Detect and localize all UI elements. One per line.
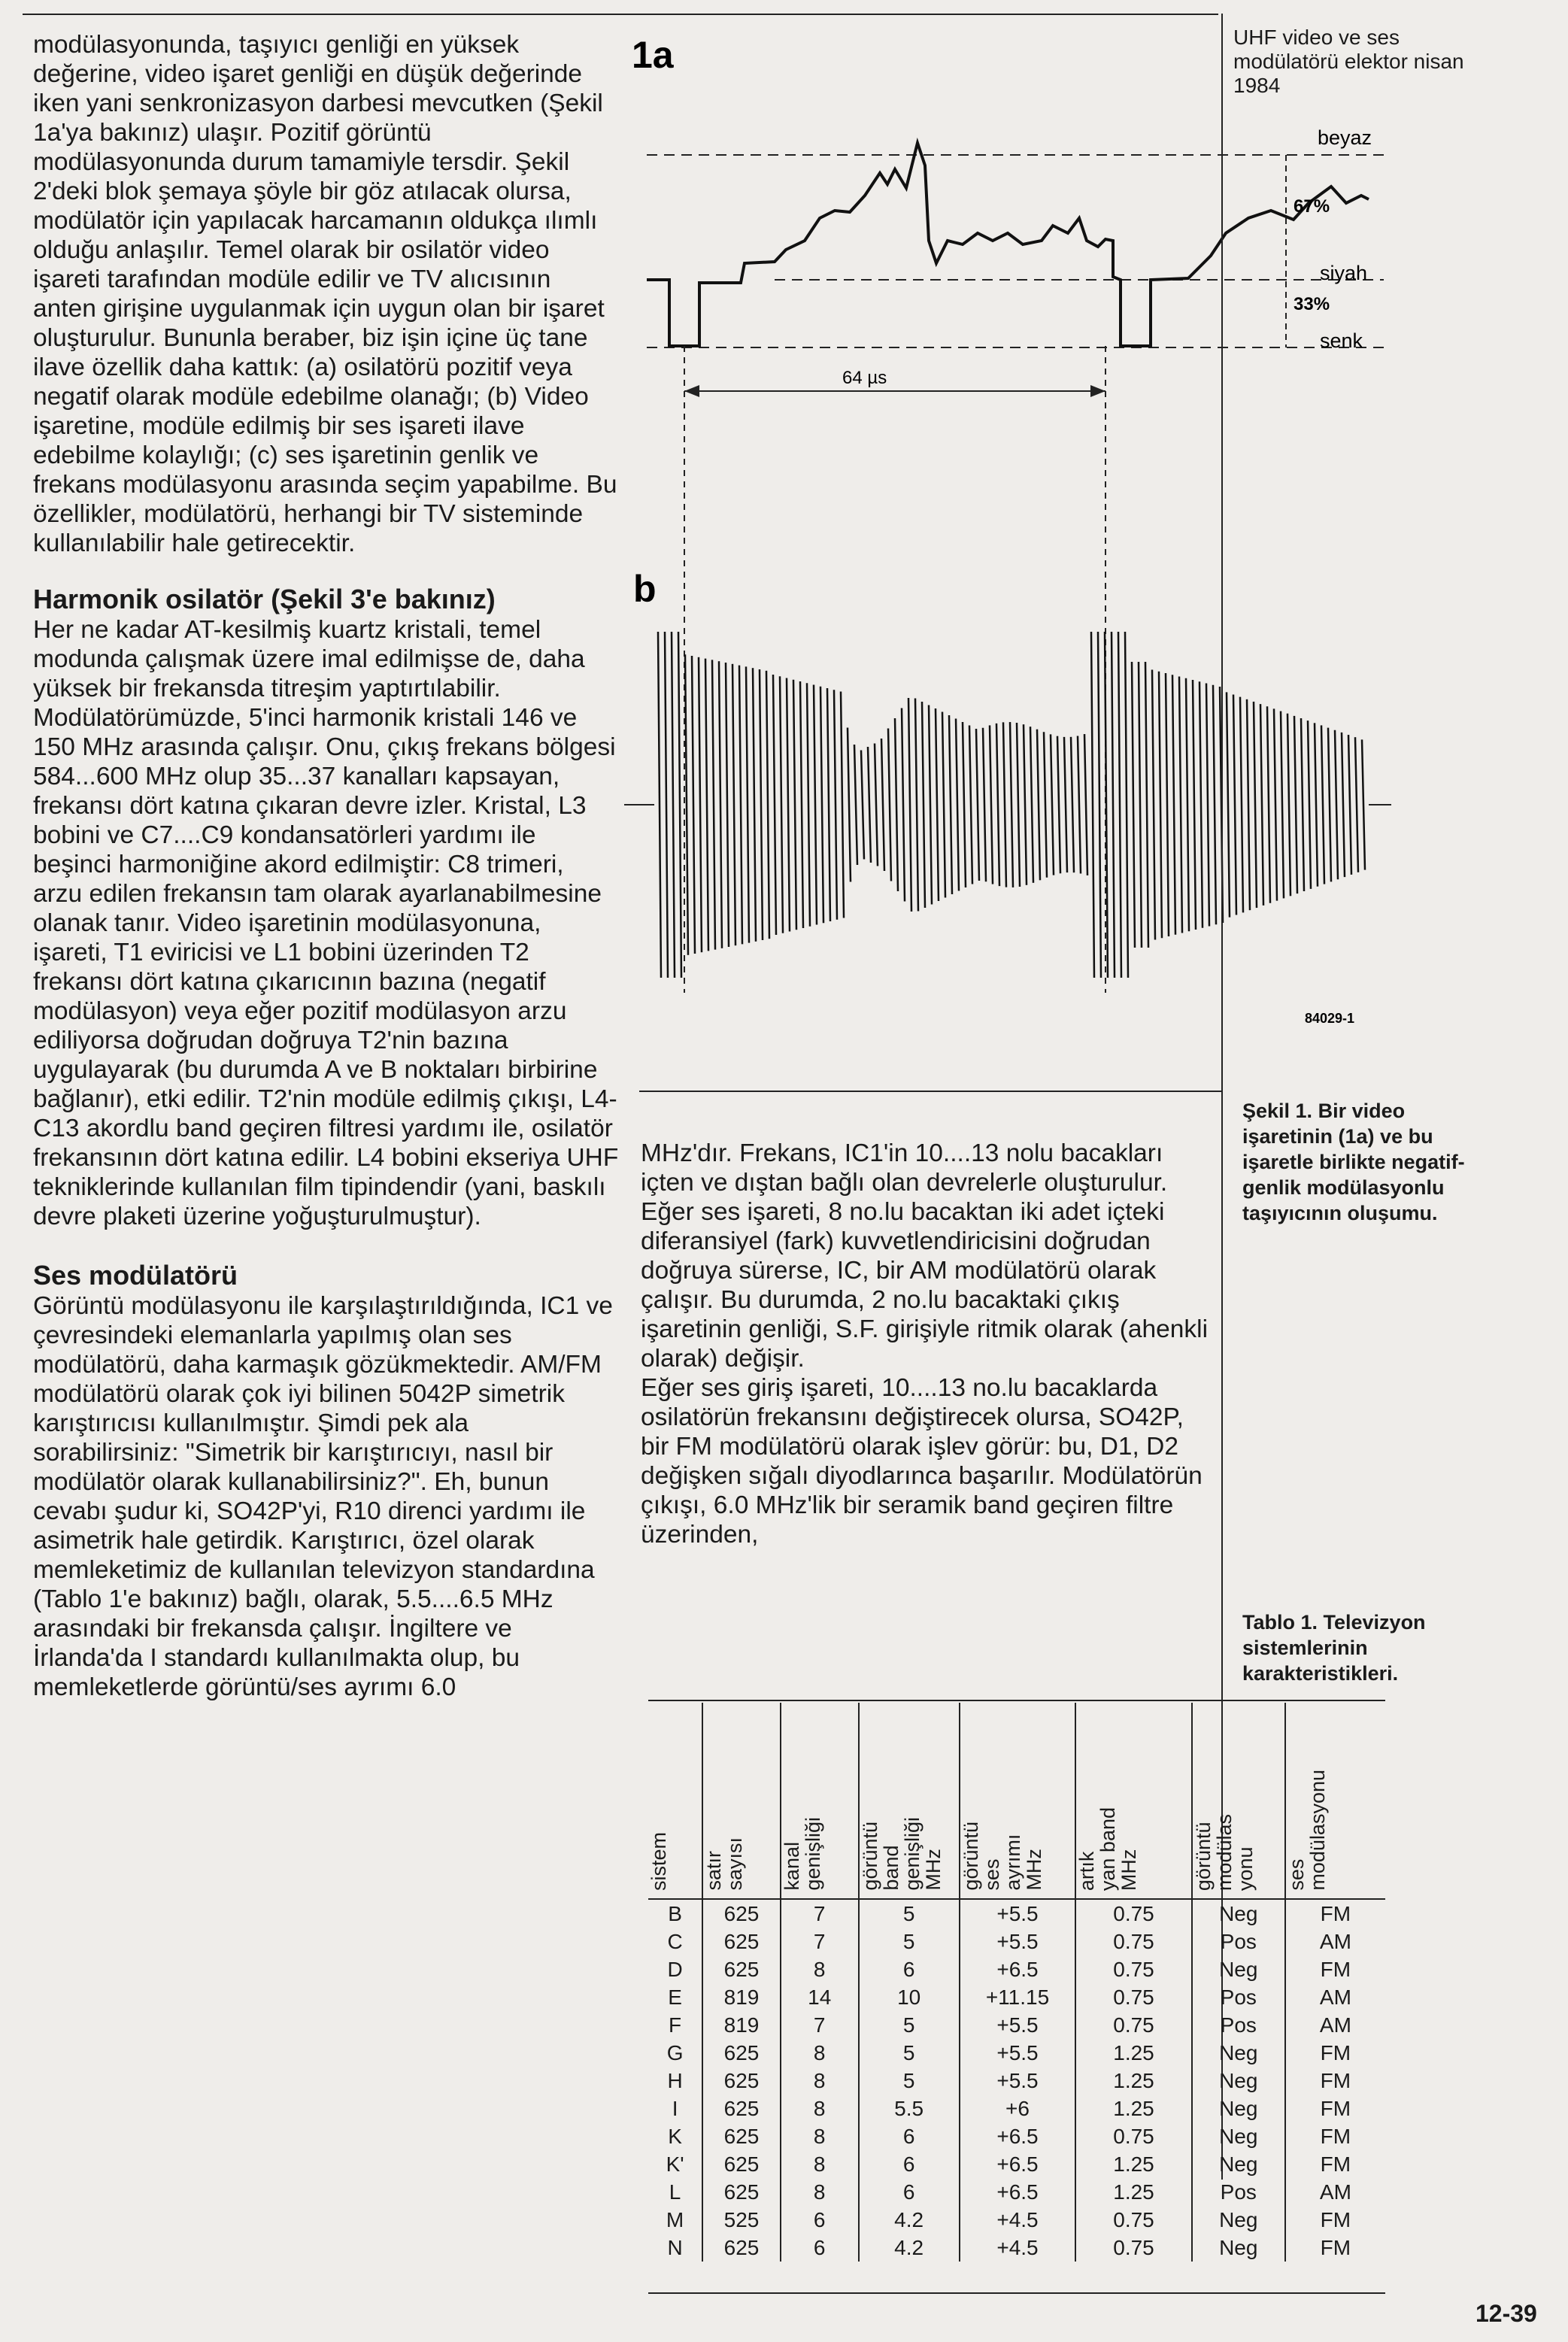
table-cell: K' xyxy=(666,2152,684,2176)
carrier-cycle xyxy=(1240,697,1243,913)
table-cell: 0.75 xyxy=(1075,2122,1192,2150)
table-cell: 8 xyxy=(781,2122,859,2150)
carrier-cycle xyxy=(1362,739,1365,869)
table-cell: +11.15 xyxy=(960,1983,1076,2011)
table-cell: Neg xyxy=(1192,1899,1285,1928)
carrier-cycle xyxy=(868,747,871,863)
carrier-cycle xyxy=(1328,728,1331,882)
page-number: 12-39 xyxy=(1475,2300,1537,2327)
period-label: 64 µs xyxy=(842,368,887,388)
carrier-cycle xyxy=(773,675,776,935)
modulated-carrier xyxy=(658,632,1365,978)
table-cell: 625 xyxy=(702,2039,781,2067)
table-cell: AM xyxy=(1285,1983,1385,2011)
caption-table-1 xyxy=(1242,1609,1498,1686)
carrier-cycle xyxy=(1112,632,1115,978)
table-cell: L xyxy=(669,2180,681,2204)
carrier-cycle xyxy=(1315,723,1318,886)
sound-modulator-paragraph: Görüntü modülasyonu ile karşılaştırıldığında, IC1 ve çevresindeki elemanlarla yapılmış olan ses modülatörü, daha karmaşık gözükmektedir. AM/FM modülatörü olarak çok iyi bilinen 5042P simetrik karıştırıcısı kullanılmıştır. Şimdi pek ala sorabilirsiniz: "Simetrik bir karıştırıcıyı, nasıl bir modülatör olarak kullanabilirsiniz?". Eh, bunun cevabı şudur ki, SO42P'yi, R10 direnci yardımı ile asimetrik hale getirdik. Karıştırıcı, özel olarak memleketimiz de kullanılan televizyon standardına (Tablo 1'e bakınız) bağlı, olarak, 5.5....6.5 MHz arasındaki bir frekansda çalışır. İngiltere ve İrlanda'da I standardı kullanılmakta olup, bu memleketlerde görüntü/ses ayrımı 6.0 xyxy=(33,1292,613,1701)
carrier-cycle xyxy=(712,660,715,949)
carrier-cycle xyxy=(726,663,729,947)
sidebar-source xyxy=(1233,26,1482,98)
label-67: 67% xyxy=(1294,196,1330,217)
table-cell: 625 xyxy=(702,2067,781,2095)
table-cell: 7 xyxy=(781,1928,859,1955)
carrier-cycle xyxy=(1179,677,1182,933)
table-cell: +4.5 xyxy=(960,2234,1076,2262)
carrier-cycle xyxy=(1078,736,1081,873)
table-cell: D xyxy=(667,1957,683,1981)
table-row xyxy=(648,2011,1385,2039)
header-kanal: kanal genişliği xyxy=(780,1817,824,1891)
table-cell: +5.5 xyxy=(960,2039,1076,2067)
table-cell: 1.25 xyxy=(1075,2039,1192,2067)
table-row xyxy=(648,2206,1385,2234)
carrier-cycle xyxy=(1003,722,1006,887)
table-cell: AM xyxy=(1285,2011,1385,2039)
carrier-cycle xyxy=(1227,692,1230,917)
carrier-cycle xyxy=(976,729,979,881)
carrier-cycle xyxy=(1139,662,1142,948)
carrier-cycle xyxy=(1233,695,1236,915)
header-sistem: sistem xyxy=(648,1831,670,1891)
carrier-cycle xyxy=(1071,737,1074,872)
label-beyaz: beyaz xyxy=(1318,126,1372,149)
carrier-cycle xyxy=(705,659,708,951)
carrier-cycle xyxy=(1301,718,1304,891)
carrier-cycle xyxy=(1200,681,1203,928)
table-cell: 0.75 xyxy=(1075,1983,1192,2011)
table-cell: 14 xyxy=(781,1983,859,2011)
table-cell: 5 xyxy=(859,1928,960,1955)
carrier-cycle xyxy=(1335,730,1338,880)
table-row xyxy=(648,2122,1385,2150)
intro-paragraph: modülasyonunda, taşıyıcı genliği en yüksek değerine, video işaret genliği en düşük değerinde iken yani senkronizasyon darbesi mevcutken (Şekil 1a'ya bakınız) ulaşır. Pozitif görüntü modülasyonunda durum tamamiyle tersdir. Şekil 2'deki blok şemaya şöyle bir göz atılacak olursa, modülatör için yapılacak harcamanın oldukça ılımlı olduğu anlaşılır. Temel olarak bir osilatör video işareti tarafından modüle edilir ve TV alıcısının anten girişine uygulanmak için uygun olan bir işaret oluşturulur. Bununla beraber, biz işin içine üç tane ilave özellik daha kattık: (a) osilatörü pozitif veya negatif olarak modüle edebilme olanağı; (b) Video işaretine, modüle edilmiş bir ses işareti ilave edebilme kolaylığı; (c) ses işaretinin genlik ve frekans modülasyonu arasında seçim yapabilme. Bu özellikler, modülatörü, herhangi bir TV sisteminde kullanılabilir hale getirecektir. xyxy=(33,31,617,557)
table-cell: Neg xyxy=(1192,2039,1285,2067)
carrier-cycle xyxy=(854,745,857,865)
figure-1 xyxy=(624,15,1391,1068)
carrier-cycle xyxy=(942,712,945,898)
carrier-cycle xyxy=(787,678,790,932)
carrier-cycle xyxy=(895,718,898,891)
carrier-cycle xyxy=(963,722,966,887)
table-cell: Pos xyxy=(1192,2011,1285,2039)
table-cell: +6.5 xyxy=(960,1955,1076,1983)
label-siyah: siyah xyxy=(1320,262,1368,284)
carrier-cycle xyxy=(1193,680,1196,930)
table-row xyxy=(648,2067,1385,2095)
table-cell: 5 xyxy=(859,1899,960,1928)
table-cell: 4.2 xyxy=(859,2234,960,2262)
carrier-cycle xyxy=(1355,737,1358,872)
table-cell: 1.25 xyxy=(1075,2150,1192,2178)
carrier-cycle xyxy=(1206,684,1209,927)
video-signal-waveform xyxy=(647,143,1369,346)
figure-1-caption: Şekil 1. Bir video işaretinin (1a) ve bu işaretle birlikte negatif-genlik modülasyonlu taşıyıcının oluşumu. xyxy=(1242,1100,1465,1224)
carrier-cycle xyxy=(1294,716,1297,893)
table-row xyxy=(648,2095,1385,2122)
header-vestigial: artık yan band MHz xyxy=(1075,1807,1141,1891)
carrier-cycle xyxy=(875,744,878,866)
carrier-cycle xyxy=(1348,735,1351,875)
table-cell: 1.25 xyxy=(1075,2178,1192,2206)
carrier-cycle xyxy=(1051,734,1054,875)
carrier-cycle xyxy=(1125,632,1128,978)
carrier-cycle xyxy=(1145,662,1148,948)
table-cell: +5.5 xyxy=(960,2011,1076,2039)
carrier-cycle xyxy=(658,632,661,978)
table-cell: 1.25 xyxy=(1075,2067,1192,2095)
carrier-cycle xyxy=(760,669,763,940)
carrier-cycle xyxy=(1247,699,1250,910)
carrier-cycle xyxy=(753,668,756,942)
table-cell: +6.5 xyxy=(960,2150,1076,2178)
table-cell: B xyxy=(668,1901,682,1925)
header-video-mod: görüntü modülas yonu xyxy=(1191,1813,1257,1891)
table-cell: 6 xyxy=(781,2234,859,2262)
table-cell: +4.5 xyxy=(960,2206,1076,2234)
table-cell: N xyxy=(667,2235,683,2259)
table-cell: Neg xyxy=(1192,1955,1285,1983)
carrier-cycle xyxy=(902,708,905,902)
table-cell: 0.75 xyxy=(1075,1899,1192,1928)
table-cell: M xyxy=(666,2207,684,2231)
carrier-cycle xyxy=(1172,675,1175,935)
carrier-cycle xyxy=(1254,702,1257,908)
carrier-cycle xyxy=(739,666,742,945)
carrier-cycle xyxy=(1186,678,1189,932)
carrier-cycle xyxy=(820,687,823,924)
carrier-cycle xyxy=(956,719,959,891)
table-cell: Neg xyxy=(1192,2150,1285,2178)
carrier-cycle xyxy=(827,688,830,921)
table-cell: 8 xyxy=(781,1955,859,1983)
carrier-cycle xyxy=(699,657,702,952)
carrier-cycle xyxy=(1064,737,1067,872)
tv-systems-table-wrapper xyxy=(648,1703,1385,2262)
label-senk: senk xyxy=(1320,329,1363,352)
carrier-cycle xyxy=(814,685,817,925)
table-cell: 5 xyxy=(859,2067,960,2095)
carrier-cycle xyxy=(692,656,695,954)
table-body xyxy=(648,1899,1385,2262)
carrier-cycle xyxy=(881,739,884,871)
table-cell: H xyxy=(667,2068,683,2092)
table-cell: 625 xyxy=(702,2122,781,2150)
table-cell: 625 xyxy=(702,1928,781,1955)
header-separation: görüntü ses ayrımı MHz xyxy=(959,1822,1045,1891)
carrier-cycle xyxy=(1213,685,1216,925)
table-cell: 5 xyxy=(859,2011,960,2039)
carrier-cycle xyxy=(678,632,681,978)
carrier-cycle xyxy=(848,728,851,882)
table-top-rule xyxy=(648,1700,1385,1701)
table-cell: +6.5 xyxy=(960,2122,1076,2150)
table-header-row xyxy=(648,1703,1385,1899)
carrier-cycle xyxy=(793,680,796,930)
table-cell: FM xyxy=(1285,2234,1385,2262)
table-cell: Neg xyxy=(1192,2234,1285,2262)
table-cell: I xyxy=(672,2096,678,2120)
table-cell: F xyxy=(669,2013,682,2037)
carrier-cycle xyxy=(719,661,722,948)
carrier-cycle xyxy=(1084,734,1087,875)
table-cell: 0.75 xyxy=(1075,1928,1192,1955)
carrier-cycle xyxy=(908,698,911,912)
header-satir: satır sayısı xyxy=(702,1837,747,1891)
col2-top-rule xyxy=(639,1091,1221,1092)
carrier-cycle xyxy=(1308,720,1311,889)
carrier-cycle xyxy=(780,676,783,933)
carrier-cycle xyxy=(807,683,810,927)
carrier-cycle xyxy=(1281,711,1284,899)
middle-paragraph-1: MHz'dır. Frekans, IC1'in 10....13 nolu bacakları içten ve dıştan bağlı olan devrelerle oluşturulur. Eğer ses işareti, 8 no.lu bacaktan iki adet içteki diferansiyel (fark) kuvvetlendiricisini doğrudan doğruya sürerse, IC, bir AM modülatörü olarak çalışır. Bu durumda, 2 no.lu bacaktaki çıkış işaretinin genliği, S.F. girişiyle ritmik olarak (ahenkli olarak) değişir. xyxy=(641,1139,1209,1373)
carrier-cycle xyxy=(672,632,675,978)
table-cell: 0.75 xyxy=(1075,2234,1192,2262)
label-33: 33% xyxy=(1294,294,1330,314)
table-cell: 819 xyxy=(702,1983,781,2011)
header-bandwidth: görüntü band genişliği MHz xyxy=(858,1817,945,1891)
carrier-cycle xyxy=(834,690,837,920)
table-cell: 525 xyxy=(702,2206,781,2234)
table-cell: FM xyxy=(1285,2095,1385,2122)
table-cell: 5.5 xyxy=(859,2095,960,2122)
table-cell: 625 xyxy=(702,2095,781,2122)
table-cell: 7 xyxy=(781,1899,859,1928)
carrier-cycle xyxy=(996,724,999,886)
carrier-cycle xyxy=(1321,725,1324,884)
carrier-cycle xyxy=(1017,723,1020,887)
heading-harmonic-oscillator: Harmonik osilatör (Şekil 3'e bakınız) xyxy=(33,584,496,614)
table-cell: 6 xyxy=(781,2206,859,2234)
carrier-cycle xyxy=(915,699,918,912)
table-cell: 5 xyxy=(859,2039,960,2067)
carrier-cycle xyxy=(1267,706,1270,903)
table-cell: +5.5 xyxy=(960,1899,1076,1928)
harmonic-oscillator-paragraph: Her ne kadar AT-kesilmiş kuartz kristali, temel modunda çalışmak üzere imal edilmişse de, daha yüksek bir frekansda titreşim yaptırtılabilir. Modülatörümüzde, 5'inci harmonik kristali 146 ve 150 MHz arasında çalışır. Onu, çıkış frekans bölgesi 584...600 MHz olup 35...37 kanalları kapsayan, frekansı dört katına çıkaran devre izler. Kristal, L3 bobini ve C7....C9 kondansatörleri yardımı ile beşinci harmoniğine akord edilmiştir: C8 trimeri, arzu edilen frekansın tam olarak ayarlanabilmesine olanak tanır. Video işaretinin modülasyonuna, işareti, T1 eviricisi ve L1 bobini üzerinden T2 frekansı dört katına çıkarıcının bazına (negatif modülasyon) veya eğer pozitif modülasyon arzu ediliyorsa doğrudan doğruya T2'nin bazına uygulayarak (bu durumda A ve B noktaları birbirine bağlanır), etki edilir. T2'nin modüle edilmiş çıkışı, L4-C13 akordlu band geçiren filtresi yardımı ile, osilatör frekansının dört katına edilir. L4 bobini ekseriya UHF tekniklerinde kullanılan film tipindendir (yani, baskılı devre plaketi üzerine yoğuşturulmuştur). xyxy=(33,616,619,1230)
table-cell: FM xyxy=(1285,2150,1385,2178)
carrier-cycle xyxy=(983,728,986,882)
table-row xyxy=(648,1983,1385,2011)
table-1-caption: Tablo 1. Televizyon sistemlerinin karakteristikleri. xyxy=(1242,1611,1426,1685)
table-cell: 625 xyxy=(702,1955,781,1983)
carrier-cycle xyxy=(1342,733,1345,877)
carrier-cycle xyxy=(888,729,891,881)
table-cell: Pos xyxy=(1192,1983,1285,2011)
carrier-cycle xyxy=(969,726,972,884)
carrier-cycle xyxy=(746,666,749,942)
carrier-cycle xyxy=(861,751,864,860)
table-cell: 8 xyxy=(781,2039,859,2067)
carrier-cycle xyxy=(1152,670,1155,940)
table-cell: FM xyxy=(1285,2067,1385,2095)
table-cell: 10 xyxy=(859,1983,960,2011)
table-cell: AM xyxy=(1285,1928,1385,1955)
table-cell: 6 xyxy=(859,1955,960,1983)
carrier-cycle xyxy=(936,708,939,901)
carrier-cycle xyxy=(1166,673,1169,936)
carrier-cycle xyxy=(800,681,803,928)
table-cell: C xyxy=(667,1929,683,1953)
carrier-cycle xyxy=(1024,724,1027,885)
table-row xyxy=(648,1899,1385,1928)
table-cell: 8 xyxy=(781,2178,859,2206)
carrier-cycle xyxy=(1037,730,1040,881)
table-cell: FM xyxy=(1285,1899,1385,1928)
table-cell: 8 xyxy=(781,2150,859,2178)
table-cell: 1.25 xyxy=(1075,2095,1192,2122)
carrier-cycle xyxy=(1030,727,1033,883)
table-row xyxy=(648,2178,1385,2206)
table-cell: 7 xyxy=(781,2011,859,2039)
header-sound-mod: ses modülasyonu xyxy=(1284,1770,1329,1891)
carrier-cycle xyxy=(1091,632,1094,978)
table-cell: 6 xyxy=(859,2150,960,2178)
carrier-cycle xyxy=(1057,736,1060,874)
carrier-cycle xyxy=(949,715,952,894)
table-cell: FM xyxy=(1285,2206,1385,2234)
table-cell: +5.5 xyxy=(960,2067,1076,2095)
table-cell: Pos xyxy=(1192,1928,1285,1955)
table-cell: Neg xyxy=(1192,2206,1285,2234)
carrier-cycle xyxy=(1010,722,1013,887)
figure-label-1a: 1a xyxy=(632,34,674,76)
table-cell: 0.75 xyxy=(1075,1955,1192,1983)
table-bottom-rule xyxy=(648,2292,1385,2294)
table-cell: 4.2 xyxy=(859,2206,960,2234)
carrier-cycle xyxy=(1132,662,1135,948)
carrier-cycle xyxy=(1118,632,1121,978)
table-cell: +6.5 xyxy=(960,2178,1076,2206)
table-row xyxy=(648,1955,1385,1983)
carrier-cycle xyxy=(1274,708,1277,900)
caption-figure-1 xyxy=(1242,1098,1498,1226)
table-cell: 625 xyxy=(702,1899,781,1928)
carrier-cycle xyxy=(929,705,932,905)
table-cell: 625 xyxy=(702,2150,781,2178)
carrier-cycle xyxy=(1098,632,1101,978)
table-cell: 6 xyxy=(859,2178,960,2206)
table-cell: Pos xyxy=(1192,2178,1285,2206)
left-column xyxy=(33,30,620,1702)
table-cell: +5.5 xyxy=(960,1928,1076,1955)
table-cell: Neg xyxy=(1192,2067,1285,2095)
carrier-cycle xyxy=(1159,672,1162,939)
table-cell: Neg xyxy=(1192,2095,1285,2122)
carrier-cycle xyxy=(685,654,688,955)
table-cell: 6 xyxy=(859,2122,960,2150)
table-row xyxy=(648,2150,1385,2178)
table-cell: AM xyxy=(1285,2178,1385,2206)
table-cell: FM xyxy=(1285,2122,1385,2150)
carrier-cycle xyxy=(990,725,993,884)
middle-paragraph-2: Eğer ses giriş işareti, 10....13 no.lu bacaklarda osilatörün frekansını değiştirecek olursa, SO42P, bir FM modülatörü olarak işlev görür: bu, D1, D2 değişken sığalı diyodlarınca başarılır. Modülatörün çıkışı, 6.0 MHz'lik bir seramik band geçiren filtre üzerinden, xyxy=(641,1374,1203,1549)
table-cell: Neg xyxy=(1192,2122,1285,2150)
middle-column-text xyxy=(641,1139,1212,1549)
table-cell: K xyxy=(668,2124,682,2148)
table-cell: G xyxy=(666,2040,684,2064)
carrier-cycle xyxy=(665,632,668,978)
table-cell: 8 xyxy=(781,2067,859,2095)
table-cell: 8 xyxy=(781,2095,859,2122)
carrier-cycle xyxy=(841,692,844,918)
tv-systems-table xyxy=(648,1703,1385,2262)
table-row xyxy=(648,2234,1385,2262)
table-cell: E xyxy=(668,1985,682,2009)
table-cell: FM xyxy=(1285,2039,1385,2067)
heading-sound-modulator: Ses modülatörü xyxy=(33,1260,238,1291)
table-row xyxy=(648,2039,1385,2067)
table-cell: 0.75 xyxy=(1075,2206,1192,2234)
carrier-cycle xyxy=(732,664,735,945)
table-row xyxy=(648,1928,1385,1955)
table-cell: FM xyxy=(1285,1955,1385,1983)
carrier-cycle xyxy=(1287,714,1290,896)
table-cell: +6 xyxy=(960,2095,1076,2122)
table-cell: 625 xyxy=(702,2178,781,2206)
figure-label-b: b xyxy=(633,568,657,610)
table-cell: 819 xyxy=(702,2011,781,2039)
carrier-cycle xyxy=(1260,704,1263,906)
source-note: UHF video ve ses modülatörü elektor nisan 1984 xyxy=(1233,26,1464,97)
table-cell: 625 xyxy=(702,2234,781,2262)
figure-code: 84029-1 xyxy=(1305,1011,1355,1026)
carrier-cycle xyxy=(922,702,925,908)
carrier-cycle xyxy=(766,671,769,939)
carrier-cycle xyxy=(1044,732,1047,878)
table-cell: 0.75 xyxy=(1075,2011,1192,2039)
